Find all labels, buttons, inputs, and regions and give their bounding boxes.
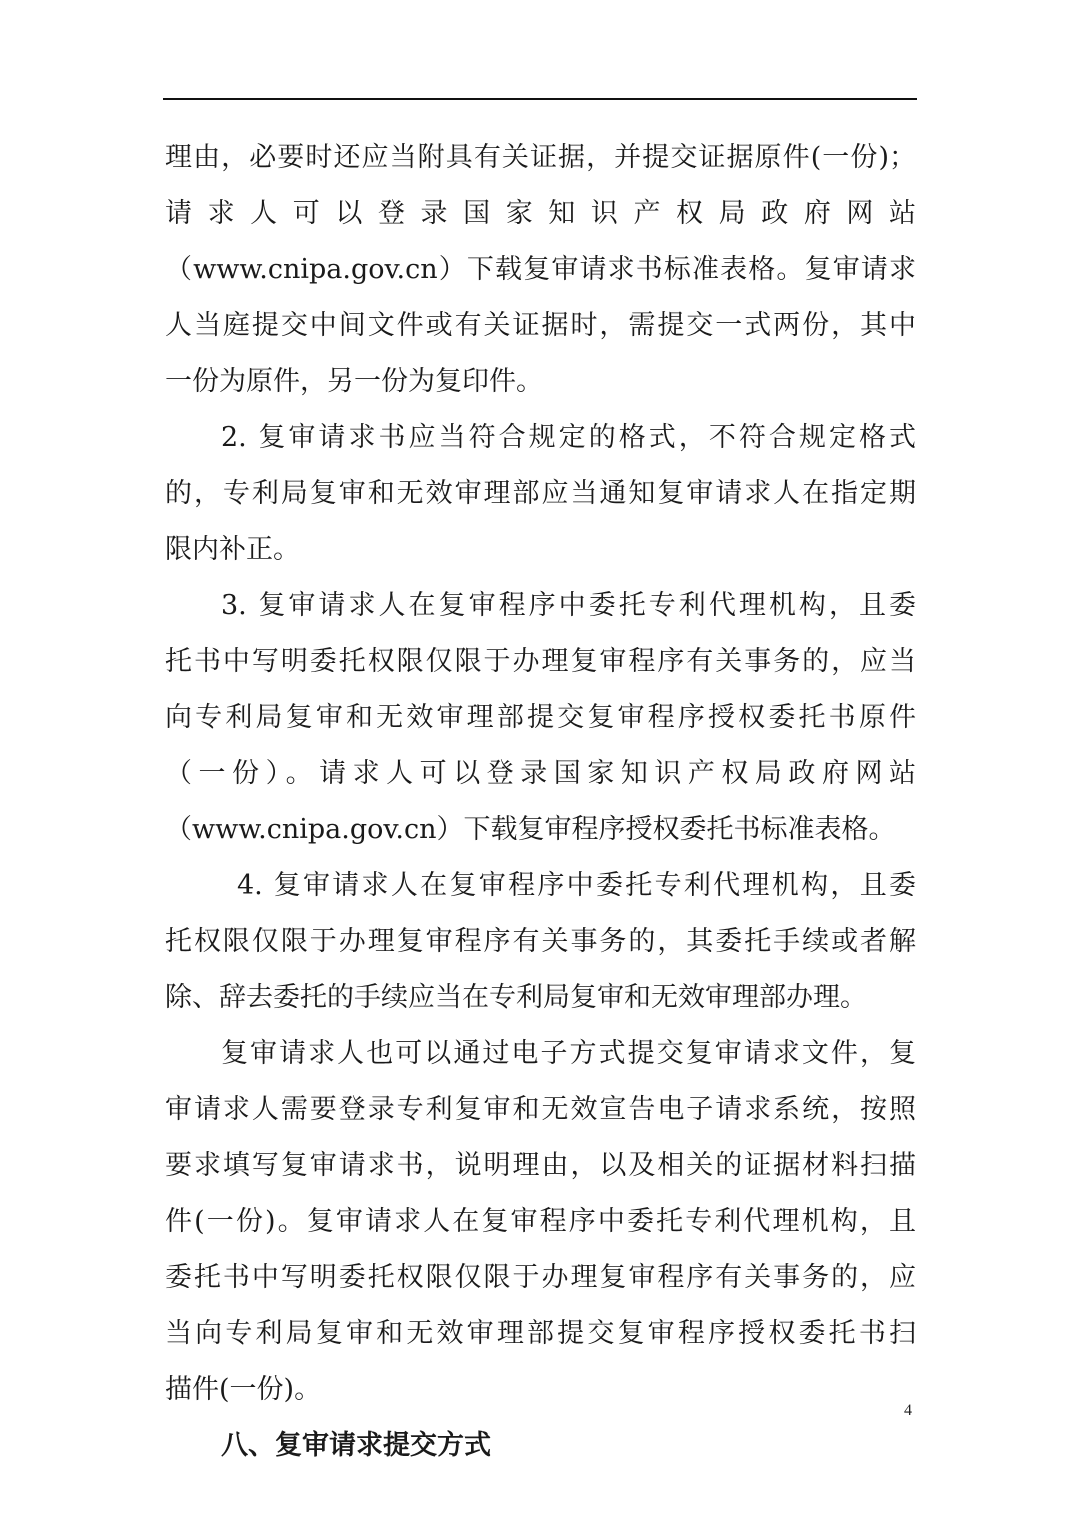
text-line: 要求填写复审请求书，说明理由，以及相关的证据材料扫描 [165,1150,916,1181]
text-line: 审请求人需要登录专利复审和无效宣告电子请求系统，按照 [165,1094,916,1125]
document-body [165,130,916,1474]
text-line: 向专利局复审和无效审理部提交复审程序授权委托书原件 [165,702,916,733]
text-line: 托权限仅限于办理复审程序有关事务的，其委托手续或者解 [165,926,916,957]
text-line: 3. 复审请求人在复审程序中委托专利代理机构，且委 [221,590,916,621]
text-line: 除、辞去委托的手续应当在专利局复审和无效审理部办理。 [165,982,867,1013]
text-line: 理由，必要时还应当附具有关证据，并提交证据原件(一份)； [165,142,916,173]
text-line: 一份为原件，另一份为复印件。 [165,366,543,397]
text-line: 人当庭提交中间文件或有关证据时，需提交一式两份，其中 [165,310,916,341]
text-line: （www.cnipa.gov.cn）下载复审请求书标准表格。复审请求 [165,254,916,285]
text-line: 的，专利局复审和无效审理部应当通知复审请求人在指定期 [165,478,916,509]
text-line: 托书中写明委托权限仅限于办理复审程序有关事务的，应当 [165,646,916,677]
text-line: 4. 复审请求人在复审程序中委托专利代理机构，且委 [237,870,916,901]
text-line: 请 求 人 可 以 登 录 国 家 知 识 产 权 局 政 府 网 站 [165,198,916,229]
text-line: （一份）。请求人可以登录国家知识产权局政府网站 [165,758,916,789]
text-line: 复审请求人也可以通过电子方式提交复审请求文件，复 [221,1038,916,1069]
text-line: 限内补正。 [165,534,300,565]
text-line: 描件(一份)。 [165,1374,322,1405]
text-line: 2. 复审请求书应当符合规定的格式，不符合规定格式 [221,422,916,453]
text-line: （www.cnipa.gov.cn）下载复审程序授权委托书标准表格。 [165,814,896,845]
text-line: 当向专利局复审和无效审理部提交复审程序授权委托书扫 [165,1318,916,1349]
section-heading: 八、复审请求提交方式 [221,1430,491,1461]
text-line: 委托书中写明委托权限仅限于办理复审程序有关事务的，应 [165,1262,916,1293]
page-number: 4 [904,1402,912,1419]
header-rule [163,98,917,100]
text-line: 件(一份)。复审请求人在复审程序中委托专利代理机构，且 [165,1206,916,1237]
